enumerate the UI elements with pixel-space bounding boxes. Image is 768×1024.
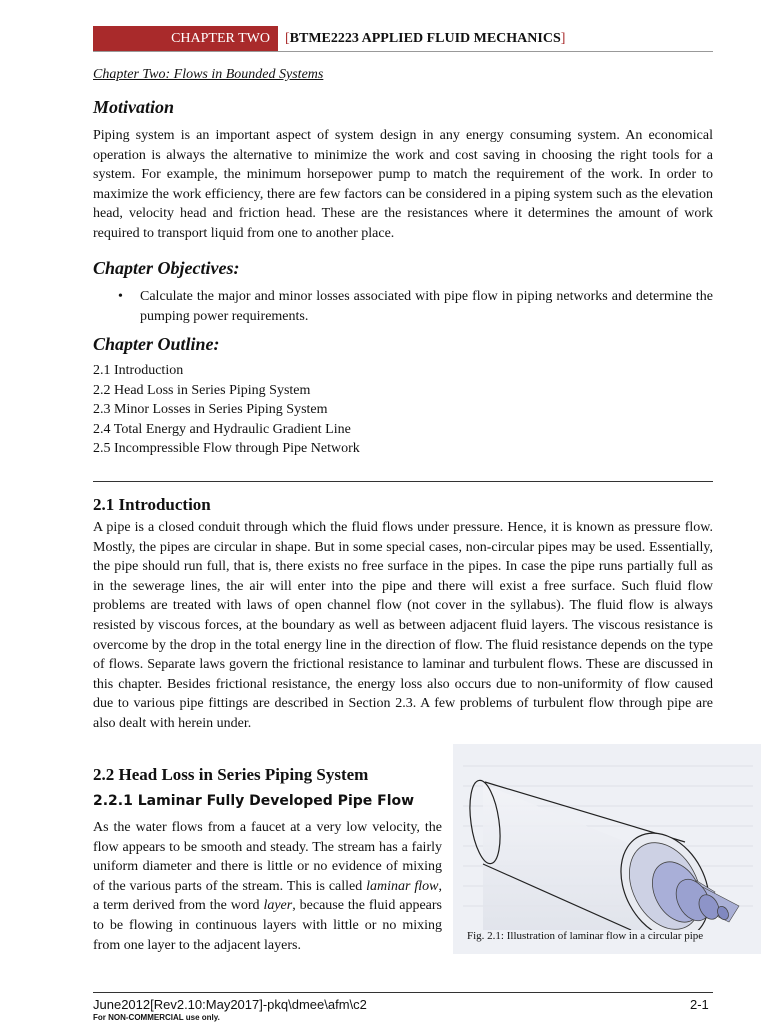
headloss-heading: 2.2 Head Loss in Series Piping System [93,765,369,784]
footer-license-note: For NON-COMMERCIAL use only. [93,1013,220,1022]
course-title [285,26,565,51]
figure-laminar-flow [453,744,761,954]
outline-list [93,361,713,459]
footer-rule [93,992,713,993]
header-rule [93,51,713,52]
chapter-subtitle: Chapter Two: Flows in Bounded Systems [93,67,324,82]
motivation-paragraph: Piping system is an important aspect of system design in any energy consuming system. An economical operation is always the alternative to minimize the work and cost saving in choosing the right tools for a system. For example, the minimum horsepower pump to match the requirement of the work. In order to maximize the work efficiency, there are few factors can be considered in a piping system such as the elevation head, velocity head and friction head. These are the resistances where it determines the amount of work required to transport liquid from one to another place. [93,128,713,241]
outline-item: 2.3 Minor Losses in Series Piping System [93,402,328,417]
laminar-term-1: laminar flow [366,878,439,894]
chapter-label: CHAPTER TWO [93,26,278,51]
figure-caption: Fig. 2.1: Illustration of laminar flow in a circular pipe [467,930,704,942]
outline-item: 2.1 Introduction [93,363,184,378]
outline-item: 2.4 Total Energy and Hydraulic Gradient Line [93,421,351,437]
course-bracket-open: [ [285,31,290,46]
footer-revision: June2012[Rev2.10:May2017]-pkq\dmee\afm\c2 [93,997,367,1012]
running-header [93,26,713,51]
laminar-paragraph [93,818,442,955]
laminar-pipe-illustration [453,744,761,930]
section-divider [93,481,713,482]
outline-heading: Chapter Outline: [93,334,220,354]
laminar-text-3: , because the fluid appears to be flowing in continuous layers with little or no mixing from one layer to the adjacent layers. [93,898,442,953]
objective-item [118,287,713,326]
course-bracket-close: ] [560,31,566,46]
outline-item: 2.5 Incompressible Flow through Pipe Network [93,441,360,456]
laminar-text-2: , a term derived from the word [93,878,442,914]
intro-heading: 2.1 Introduction [93,495,211,514]
bullet-dot: • [118,289,123,304]
page-number: 2-1 [690,997,709,1012]
laminar-text-1: As the water flows from a faucet at a very low velocity, the flow appears to be smooth and steady. The stream has a fairly uniform diameter and there is little or no evidence of mixing of the various parts of the stream. This is called [93,820,442,894]
objective-text: Calculate the major and minor losses associated with pipe flow in piping networks and determine the pumping power requirements. [140,289,713,324]
outline-item: 2.2 Head Loss in Series Piping System [93,382,311,398]
objectives-heading: Chapter Objectives: [93,258,240,278]
course-title-text: BTME2223 APPLIED FLUID MECHANICS [289,31,561,46]
motivation-heading: Motivation [93,97,175,117]
intro-paragraph: A pipe is a closed conduit through which the fluid flows under pressure. Hence, it is known as pressure flow. Mostly, the pipes are circular in shape. But in some special cases, non-circular pipes may be used. Essentially, the pipe should run full, that is, there exists no free surface in the pipes. In case the pipe runs partially full as in the sewerage lines, the air will enter into the pipe and there will exist a free surface. Such fluid flow problems are treated with laws of open channel flow (not cover in the syllabus). The fluid flow is always resisted by viscous forces, at the boundary as well as between adjacent fluid layers. The viscous resistance is overcome by the drop in the total energy line in the direction of flow. The fluid resistance depends on the type of flows. Separate laws govern the frictional resistance to laminar and turbulent flows. These are discussed in this chapter. Besides frictional resistance, the energy loss also occurs due to non-uniformity of flow caused due to various pipe fittings are described in Section 2.3. A few problems of turbulent flow through pipe are also dealt with herein under. [93,520,713,731]
laminar-term-2: layer [263,898,293,914]
laminar-subheading: 2.2.1 Laminar Fully Developed Pipe Flow [93,793,415,809]
